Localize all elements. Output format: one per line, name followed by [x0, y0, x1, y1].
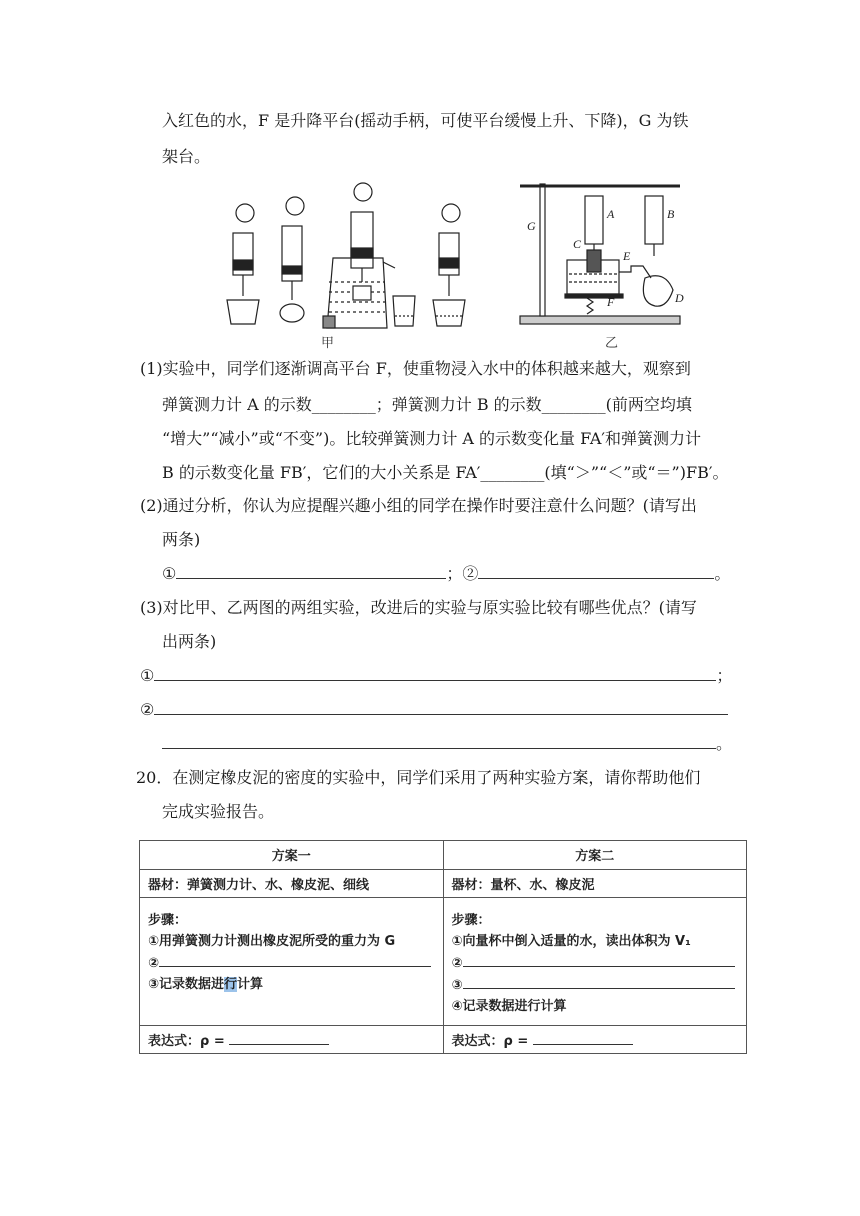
col2-step-3-label: ③ [451, 978, 463, 993]
col2-step-2-blank[interactable] [463, 952, 735, 967]
col1-expression-label: 表达式：ρ = [148, 1034, 225, 1049]
intro-line-1: 入红色的水，F 是升降平台(摇动手柄，可使平台缓慢上升、下降)，G 为铁 [162, 111, 689, 130]
q3-blank-2[interactable] [154, 700, 728, 715]
table-expression-row [140, 1026, 747, 1054]
q2-blank1-label: ① [162, 564, 177, 583]
col1-materials: 器材：弹簧测力计、水、橡皮泥、细线 [140, 870, 444, 898]
q1-line-2: 弹簧测力计 A 的示数________；弹簧测力计 B 的示数________(前两空均填 [162, 395, 692, 414]
col2-step-2-label: ② [451, 956, 463, 971]
label-g: G [527, 219, 536, 233]
q3-blank2-label: ② [140, 700, 155, 719]
col1-step-3-b: 计算 [237, 977, 264, 992]
caption-jia: 甲 [321, 336, 335, 351]
q3-line-1: (3)对比甲、乙两图的两组实验，改进后的实验与原实验比较有哪些优点？(请写 [140, 598, 697, 617]
q2-answer-line [162, 563, 730, 585]
col1-step-2-label: ② [148, 956, 160, 971]
q3-blank-3[interactable] [162, 734, 716, 749]
experiment-figure [215, 178, 685, 350]
col2-steps-label: 步骤： [451, 913, 491, 928]
report-table [139, 840, 747, 1054]
col2-step-3 [452, 974, 739, 996]
experiment-diagram [215, 178, 685, 350]
q2-blank-2[interactable] [478, 564, 714, 579]
q2-end: 。 [714, 564, 731, 583]
intro-line-2: 架台。 [162, 147, 211, 166]
q3-line-2: 出两条) [162, 632, 217, 651]
q3-answer-1 [140, 665, 732, 687]
col2-step-2 [452, 952, 739, 974]
col1-step-3-a: ③记录数据进 [148, 977, 225, 992]
q2-blank2-label: ② [462, 564, 479, 583]
q3-blank1-end: ； [716, 666, 733, 685]
col2-materials: 器材：量杯、水、橡皮泥 [443, 870, 747, 898]
q1-line-1: (1)实验中，同学们逐渐调高平台 F，使重物浸入水中的体积越来越大，观察到 [140, 359, 691, 378]
col2-step-4: ④记录数据进行计算 [451, 999, 567, 1014]
table-header-row [140, 841, 747, 870]
q2-line-1: (2)通过分析，你认为应提醒兴趣小组的同学在操作时要注意什么问题？(请写出 [140, 496, 697, 515]
q3-blank1-label: ① [140, 666, 155, 685]
q2-line-2: 两条) [162, 530, 201, 549]
col1-step-3 [148, 974, 435, 995]
table-materials-row [140, 870, 747, 898]
q1-line-3: “增大”“减小”或“不变”)。比较弹簧测力计 A 的示数变化量 FA′和弹簧测力计 [162, 429, 702, 448]
q2-separator: ； [446, 564, 463, 583]
col2-header: 方案二 [443, 841, 747, 870]
label-b: B [667, 207, 675, 221]
q3-blank-1[interactable] [154, 666, 716, 681]
q20-line-2: 完成实验报告。 [162, 802, 275, 821]
col1-step-2 [148, 952, 435, 974]
col1-expression [140, 1026, 444, 1054]
hand-icon [236, 204, 254, 222]
col1-step-3-highlight: 行 [224, 977, 238, 992]
label-c: C [573, 237, 582, 251]
q20-line-1: 20．在测定橡皮泥的密度的实验中，同学们采用了两种实验方案，请你帮助他们 [136, 768, 701, 787]
col1-steps [140, 898, 444, 1026]
q2-blank-1[interactable] [176, 564, 446, 579]
label-f: F [607, 295, 615, 309]
col2-steps [443, 898, 747, 1026]
q3-answer-2 [140, 699, 728, 721]
col1-header: 方案一 [140, 841, 444, 870]
label-a: A [607, 207, 615, 221]
caption-yi: 乙 [605, 336, 619, 351]
col1-step-1: ①用弹簧测力计测出橡皮泥所受的重力为 G [148, 934, 396, 949]
label-d: D [675, 291, 684, 305]
col2-expression-blank[interactable] [533, 1030, 633, 1045]
col2-step-3-blank[interactable] [463, 974, 735, 989]
col1-step-2-blank[interactable] [159, 952, 431, 967]
q1-line-4: B 的示数变化量 FB′，它们的大小关系是 FA′________(填“＞”“＜”或“＝”)FB′。 [162, 463, 729, 482]
q3-blank3-end: 。 [716, 734, 733, 753]
label-e: E [623, 249, 631, 263]
col2-step-1: ①向量杯中倒入适量的水，读出体积为 V₁ [451, 934, 691, 949]
table-steps-row [140, 898, 747, 1026]
col1-steps-label: 步骤： [148, 913, 188, 928]
col2-expression [443, 1026, 747, 1054]
col1-expression-blank[interactable] [229, 1030, 329, 1045]
col2-expression-label: 表达式：ρ = [451, 1034, 529, 1049]
q3-answer-3 [162, 733, 732, 755]
